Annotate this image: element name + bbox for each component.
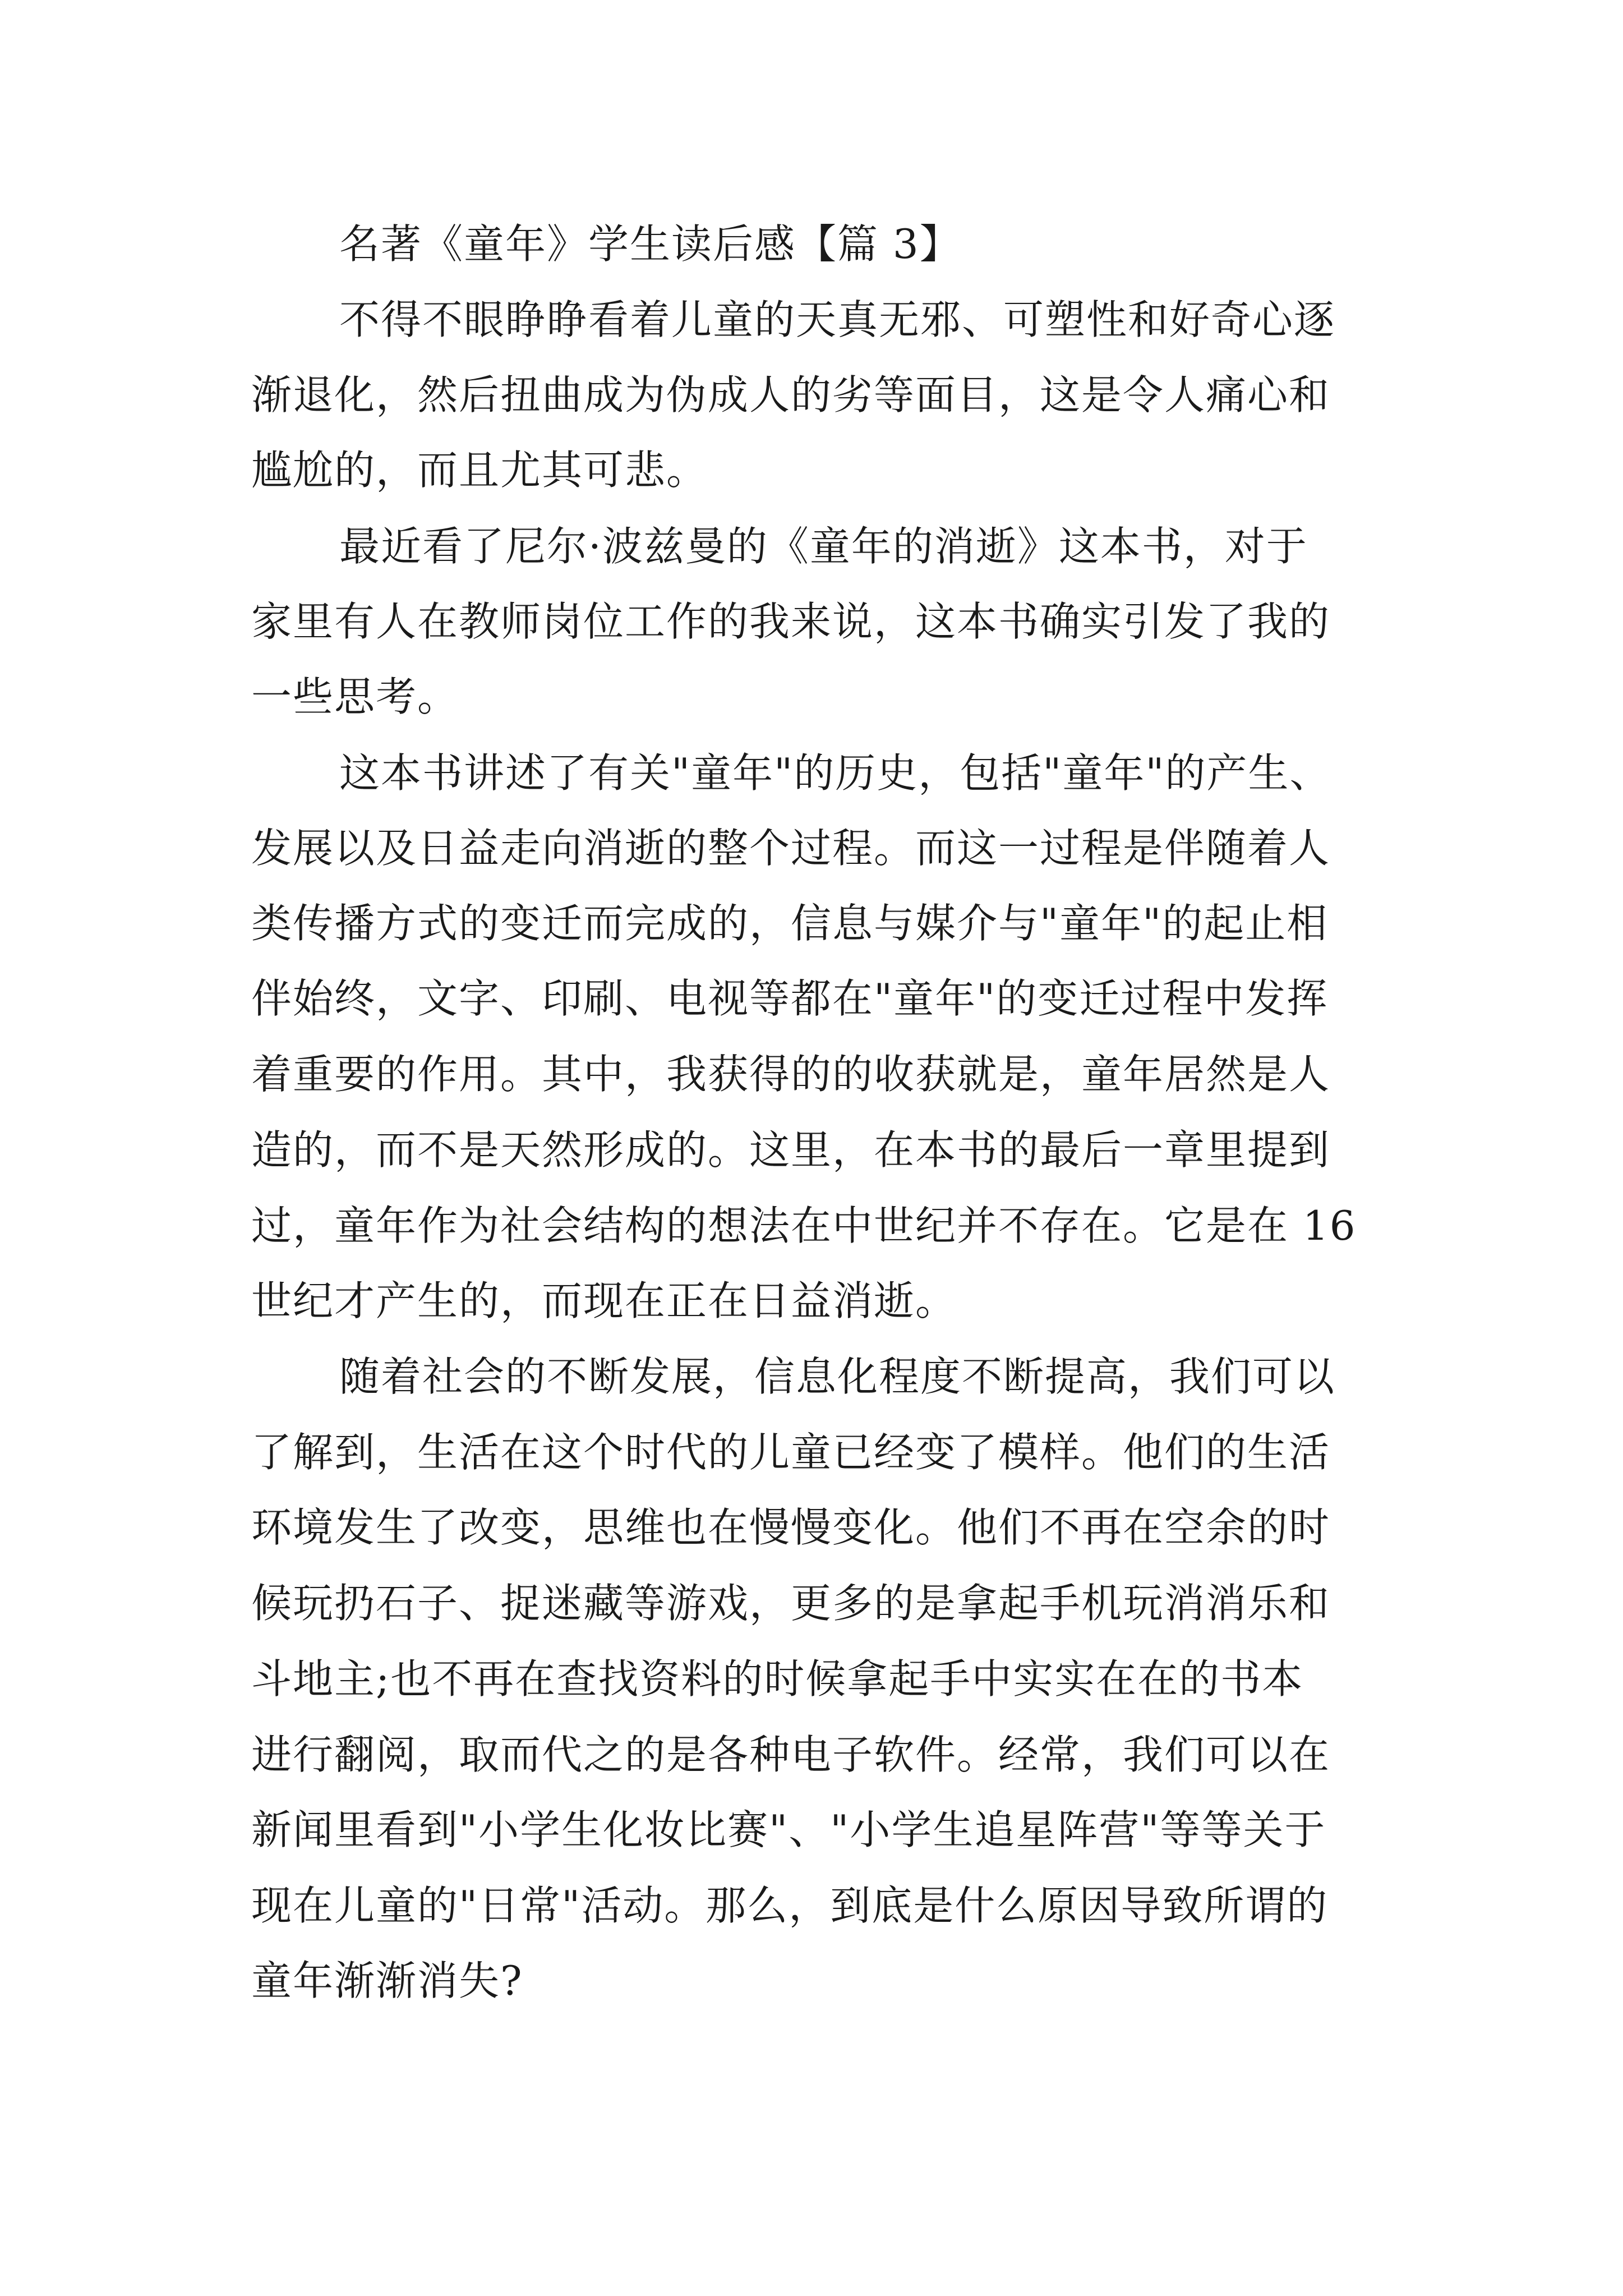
paragraph-3-line-6: 造的，而不是天然形成的。这里，在本书的最后一章里提到 [251,1126,1331,1174]
paragraph-3-line-1: 这本书讲述了有关"童年"的历史，包括"童年"的产生、 [339,749,1331,797]
paragraph-4-line-5: 斗地主;也不再在查找资料的时候拿起手中实实在在的书本 [251,1655,1304,1703]
paragraph-1-line-3: 尴尬的，而且尤其可悲。 [251,447,708,494]
paragraph-2-line-3: 一些思考。 [251,673,459,720]
paragraph-4-line-1: 随着社会的不断发展，信息化程度不断提高，我们可以 [339,1353,1336,1400]
paragraph-3-line-5: 着重要的作用。其中，我获得的的收获就是，童年居然是人 [251,1051,1331,1098]
paragraph-4-line-8: 现在儿童的"日常"活动。那么，到底是什么原因导致所谓的 [251,1882,1329,1929]
document-title: 名著《童年》学生读后感【篇 3】 [339,220,961,268]
paragraph-3-line-7: 过，童年作为社会结构的想法在中世纪并不存在。它是在 16 [251,1202,1357,1249]
paragraph-1-line-2: 渐退化，然后扭曲成为伪成人的劣等面目，这是令人痛心和 [251,371,1331,418]
paragraph-4-line-2: 了解到，生活在这个时代的儿童已经变了模样。他们的生活 [251,1429,1331,1476]
paragraph-4-line-3: 环境发生了改变，思维也在慢慢变化。他们不再在空余的时 [251,1504,1331,1551]
paragraph-2-line-1: 最近看了尼尔·波兹曼的《童年的消逝》这本书，对于 [339,523,1308,570]
paragraph-3-line-3: 类传播方式的变迁而完成的，信息与媒介与"童年"的起止相 [251,900,1329,947]
paragraph-1-line-1: 不得不眼睁睁看着儿童的天真无邪、可塑性和好奇心逐 [339,296,1336,343]
paragraph-3-line-8: 世纪才产生的，而现在正在日益消逝。 [251,1277,957,1324]
paragraph-4-line-9: 童年渐渐消失? [251,1957,523,2004]
paragraph-3-line-2: 发展以及日益走向消逝的整个过程。而这一过程是伴随着人 [251,825,1331,872]
paragraph-2-line-2: 家里有人在教师岗位工作的我来说，这本书确实引发了我的 [251,598,1331,645]
paragraph-4-line-6: 进行翻阅，取而代之的是各种电子软件。经常，我们可以在 [251,1731,1331,1778]
paragraph-4-line-4: 候玩扔石子、捉迷藏等游戏，更多的是拿起手机玩消消乐和 [251,1580,1331,1627]
paragraph-4-line-7: 新闻里看到"小学生化妆比赛"、"小学生追星阵营"等等关于 [251,1806,1326,1853]
paragraph-3-line-4: 伴始终，文字、印刷、电视等都在"童年"的变迁过程中发挥 [251,975,1329,1022]
